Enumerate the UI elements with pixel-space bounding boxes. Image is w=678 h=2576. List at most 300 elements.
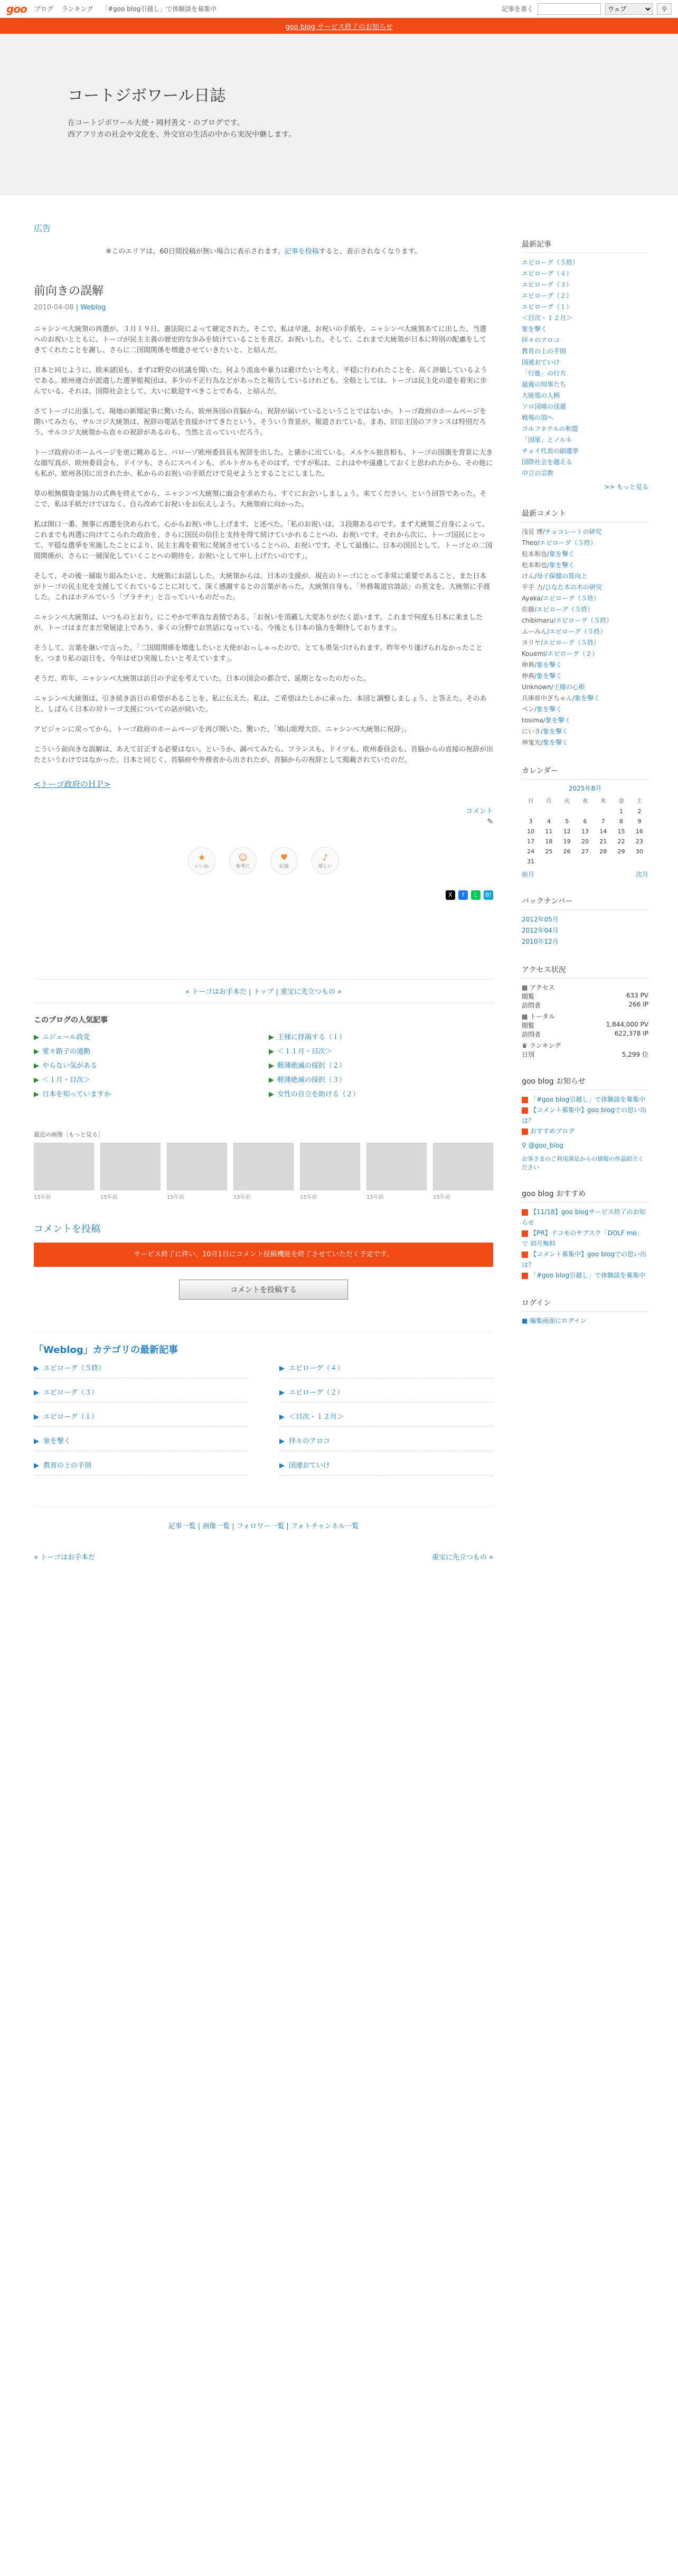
- recent-article-item[interactable]: エピローグ（２）: [522, 292, 573, 299]
- category-article-item[interactable]: [279, 1362, 493, 1378]
- access-value: 5,299 位: [622, 1051, 648, 1058]
- recent-article-item[interactable]: 中立の宗教: [522, 469, 554, 477]
- arrow-icon: ▶: [279, 1437, 285, 1445]
- comment-article[interactable]: エピローグ（５終）: [543, 595, 600, 602]
- recent-article-item[interactable]: エピローグ（５終）: [522, 259, 579, 266]
- calendar-day: 18: [545, 838, 553, 845]
- recent-article-item[interactable]: 拝々のアロコ: [522, 336, 560, 344]
- comment-article[interactable]: 象を撃く: [543, 728, 569, 735]
- comment-item[interactable]: Kouemi/エピローグ（２）: [522, 650, 598, 657]
- calendar-day: [576, 857, 594, 867]
- calendar-day: [540, 806, 558, 816]
- recent-article-item[interactable]: 最後の知事たち: [522, 381, 567, 388]
- recent-article-item[interactable]: ＜目次・１２月＞: [522, 314, 573, 322]
- category-article-label: 拝々のアロコ: [289, 1437, 331, 1445]
- recent-article-item[interactable]: 「国軍」とノルネ: [522, 436, 572, 444]
- comment-author: Theo: [522, 539, 538, 547]
- recent-article-item[interactable]: 国際社会を越える: [522, 458, 573, 466]
- notice-item-label: 【コメント募集中】goo blogでの思い出は？: [522, 1106, 647, 1124]
- calendar-day: 28: [599, 848, 607, 855]
- arrow-icon: ▶: [34, 1090, 39, 1098]
- footer-next-link[interactable]: 重宝に先立つもの »: [431, 1554, 493, 1562]
- popular-item[interactable]: [34, 1088, 258, 1098]
- calendar-weekday: 金: [618, 797, 625, 804]
- calendar: [522, 784, 648, 867]
- comment-article[interactable]: エピローグ（２）: [547, 650, 598, 657]
- smile-icon: ☺: [238, 852, 248, 862]
- comment-item[interactable]: Unknown/王様の心根: [522, 683, 585, 691]
- entry-paragraph: 日本と同じように、欧米諸国も、まずは野党の抗議を聞いた。何より流血や暴力は避けたいと考え、平穏に行われたことを、高く評価しているようである。欧州連合が派遣した選挙監視団は、多少の不正行為などがあったと報告しているけれども、全般としては、トーゴは民主化の道を着実に歩んでいる、それは、国際社会として、大いに歓迎すべきことである、と結んだ。: [34, 366, 487, 396]
- comment-author: Ayaka: [522, 595, 541, 602]
- calendar-day: 22: [617, 838, 625, 845]
- comment-author: ペン: [522, 706, 535, 713]
- comment-article[interactable]: 象を撃く: [549, 550, 575, 558]
- comment-item[interactable]: ヨリヤ/エピローグ（５終）: [522, 639, 600, 646]
- comment-item[interactable]: Ayaka/エピローグ（５終）: [522, 595, 600, 602]
- backnumber-title: バックナンバー: [522, 896, 648, 910]
- backnumber-item[interactable]: 2012年04月: [522, 927, 559, 934]
- comment-item[interactable]: Theo/エピローグ（５終）: [522, 539, 597, 547]
- comment-article[interactable]: 象を撃く: [536, 661, 562, 669]
- popular-title: このブログの人気記事: [34, 1016, 108, 1024]
- pen-icon[interactable]: ✎: [487, 817, 493, 826]
- search-area: [502, 3, 672, 15]
- global-links: [34, 4, 223, 13]
- ad-note-suffix: すると、表示されなくなります。: [318, 248, 421, 256]
- goo-blog-recommend-item[interactable]: [522, 1249, 648, 1270]
- recent-article-item[interactable]: チョイ代表の副選挙: [522, 447, 579, 455]
- comment-end-notice: サービス終了に伴い、10月1日にコメント投稿機能を終了させていただく予定です。: [34, 1243, 493, 1267]
- popular-item-label: ＜１１月・目次＞: [277, 1048, 333, 1056]
- chart-icon: ▩: [522, 1013, 528, 1020]
- reaction-label: いいね: [194, 864, 209, 869]
- access-box: [522, 964, 648, 1059]
- entry-paragraph: そして、その後一層取り組みたいと、大統領にお話しした。大統領からは、日本の支援が、現在のトーゴにとって非常に重要であること、また日本がトーゴの民主化を支援してくれていることに対して、深く感謝するとの言葉があった。大統領自身も、「外務報道官談話」の英文を、大統領に手渡した。これはホテルでいう「プラチナ」と言っていいものだった。: [34, 572, 491, 601]
- write-article-link[interactable]: 記事を書く: [501, 5, 533, 13]
- chart-icon: ▩: [522, 984, 528, 991]
- comment-item[interactable]: にいさ/象を撃く: [522, 728, 569, 735]
- calendar-day: 10: [527, 828, 535, 835]
- photo-thumbnail[interactable]: [34, 1143, 94, 1190]
- category-article-item[interactable]: [34, 1460, 248, 1475]
- photo-thumbnail[interactable]: [366, 1143, 427, 1190]
- photo-thumbnail[interactable]: [167, 1143, 227, 1190]
- arrow-icon: ▶: [34, 1076, 39, 1084]
- search-icon: ⚲: [662, 5, 667, 13]
- calendar-day: 23: [635, 838, 643, 845]
- comment-article[interactable]: エピローグ（５終）: [539, 539, 597, 547]
- reaction-button[interactable]: [312, 847, 339, 875]
- reaction-button[interactable]: [188, 847, 215, 875]
- category-article-item[interactable]: [279, 1411, 493, 1427]
- comment-item[interactable]: 伸典/象を撃く: [522, 661, 562, 669]
- notice-icon: [522, 1129, 528, 1135]
- photo-thumbnail[interactable]: [300, 1143, 360, 1190]
- popular-item-label: ニジェール政変: [42, 1033, 90, 1041]
- calendar-day: 24: [527, 848, 535, 855]
- arrow-icon: ▶: [279, 1389, 285, 1397]
- category-article-item[interactable]: [34, 1435, 248, 1451]
- backnumber-item[interactable]: 2012年05月: [522, 916, 559, 923]
- goo-blog-notice-title: goo blog お知らせ: [522, 1076, 648, 1090]
- calendar-day: 27: [581, 848, 589, 855]
- comment-item[interactable]: けん/母子保健の質向上: [522, 572, 588, 580]
- ranking-label-text: ランキング: [529, 1042, 561, 1049]
- recent-photos: [34, 1130, 493, 1200]
- popular-item[interactable]: [269, 1046, 493, 1056]
- reaction-button[interactable]: [270, 847, 298, 875]
- entry-body: [34, 324, 493, 789]
- calendar-day: 15: [617, 828, 625, 835]
- access-value: 622,378 IP: [614, 1030, 648, 1037]
- togo-gov-hp-link[interactable]: <トーゴ政府のＨＰ>: [34, 779, 111, 789]
- comment-item[interactable]: 浅見 博/チョコレートの研究: [522, 528, 602, 535]
- goo-blog-recommend-box: [522, 1188, 648, 1281]
- comment-author: 伸典: [522, 661, 535, 669]
- line-share-icon[interactable]: L: [471, 890, 481, 900]
- lock-icon: ■: [522, 1317, 528, 1324]
- blog-header: [0, 34, 678, 195]
- goo-blog-notice-item[interactable]: [522, 1105, 648, 1126]
- comment-post-title: コメントを投稿: [34, 1224, 100, 1235]
- comment-item[interactable]: tosima/象を撃く: [522, 717, 571, 724]
- recent-articles-box: [522, 239, 648, 491]
- photo-date: 15年前: [100, 1195, 118, 1200]
- main-column: [34, 222, 493, 1562]
- comment-author: 平手 力: [522, 584, 543, 591]
- popular-item[interactable]: [269, 1060, 493, 1070]
- comment-item[interactable]: chibimaru/エピローグ（５終）: [522, 617, 613, 624]
- recent-article-item[interactable]: 国連おていけ: [522, 359, 560, 366]
- ad-label: 広告: [34, 223, 51, 233]
- access-row: [522, 1021, 648, 1030]
- category-article-item[interactable]: [279, 1460, 493, 1475]
- calendar-day: 29: [617, 848, 625, 855]
- arrow-icon: ▶: [279, 1413, 285, 1421]
- comment-article[interactable]: 母子保健の質向上: [536, 572, 588, 580]
- category-article-item[interactable]: [279, 1435, 493, 1451]
- access-key: 訪問者: [522, 1031, 541, 1038]
- arrow-icon: ▶: [34, 1437, 39, 1445]
- prev-entry-link[interactable]: « トーゴはお手本だ: [185, 988, 247, 996]
- recommend-item-label: 【コメント募集中】goo blogでの思い出は？: [522, 1251, 647, 1268]
- recommend-item-label: 「#goo blog引越し」で体験談を募集中: [530, 1272, 646, 1279]
- list-links[interactable]: 記事一覧 | 画像一覧 | フォロワー一覧 | フォトチャンネル一覧: [34, 1507, 493, 1530]
- calendar-box: [522, 765, 648, 879]
- facebook-share-icon[interactable]: f: [458, 890, 468, 900]
- comment-author: 伸典: [522, 672, 535, 680]
- access-row: [522, 992, 648, 1001]
- notice-icon: [522, 1107, 528, 1114]
- calendar-day: 17: [527, 838, 535, 845]
- category-article-item[interactable]: [34, 1362, 248, 1378]
- service-end-link[interactable]: goo blog サービス終了のお知らせ: [285, 23, 393, 31]
- comment-article[interactable]: 象を撃く: [575, 694, 600, 702]
- arrow-icon: ▶: [34, 1413, 39, 1421]
- category-article-item[interactable]: [279, 1387, 493, 1403]
- goo-blog-recommend-title: goo blog おすすめ: [522, 1188, 648, 1202]
- calendar-day: 11: [545, 828, 553, 835]
- search-input[interactable]: [538, 3, 601, 15]
- calendar-weekday: 水: [582, 797, 588, 804]
- photo-thumbnail[interactable]: [100, 1143, 161, 1190]
- popular-item[interactable]: [34, 1074, 258, 1084]
- notice-icon: [522, 1252, 528, 1258]
- photo-date: 15年前: [233, 1195, 251, 1200]
- notice-icon: [522, 1273, 528, 1279]
- calendar-day: 14: [599, 828, 607, 835]
- photo-date: 15年前: [433, 1195, 450, 1200]
- comment-article[interactable]: 象を撃く: [549, 561, 575, 569]
- recent-article-item[interactable]: エピローグ（４）: [522, 270, 573, 277]
- arrow-icon: ▶: [269, 1048, 274, 1056]
- comment-item[interactable]: 松本和也/象を撃く: [522, 561, 575, 569]
- login-link[interactable]: [522, 1316, 648, 1325]
- sidebar: [522, 239, 648, 1342]
- access-key: 訪問者: [522, 1002, 541, 1009]
- popular-item-label: 女性の自立を助ける（２）: [277, 1090, 360, 1098]
- popular-item[interactable]: [34, 1060, 258, 1070]
- goo-blog-recommend-item[interactable]: [522, 1228, 648, 1249]
- category-article-label: ＜目次・１２月＞: [289, 1413, 344, 1421]
- comment-item[interactable]: 松本和也/象を撃く: [522, 550, 575, 558]
- entry-paragraph: ニャシンベ大統領の再選が、３月１９日、憲法院によって確定された。そこで、私は早速、お祝いの手紙を、ニャシンベ大統領あてに出した。当選へのお祝いとともに、トーゴが民主主義の歴史的な歩みを続けていることを喜び、お祝いした。そして、これまで大統領が日本に特別の配慮をしてきてくれたことを謝し、さらに二国間関係を増進させていきたいと、と結んだ。: [34, 325, 487, 354]
- recent-article-item[interactable]: 「行進」の行方: [522, 370, 567, 377]
- comment-article[interactable]: 象を撃く: [536, 706, 562, 713]
- calendar-prev-link[interactable]: 前月: [522, 871, 535, 878]
- total-label-text: トータル: [530, 1013, 555, 1020]
- calendar-day: 3: [529, 818, 533, 825]
- photo-date: 15年前: [366, 1195, 384, 1200]
- comment-author: 佐藤: [522, 606, 535, 613]
- goo-blog-recommend-item[interactable]: [522, 1270, 648, 1281]
- post-article-link[interactable]: 記事を投稿: [284, 248, 319, 256]
- calendar-day: 4: [547, 818, 551, 825]
- calendar-day: 26: [563, 848, 571, 855]
- comment-link[interactable]: コメント: [465, 807, 493, 815]
- recent-article-item[interactable]: 象を撃く: [522, 325, 548, 333]
- recent-photos-label[interactable]: 最近の画像［もっと見る］: [34, 1131, 103, 1138]
- calendar-day: 30: [635, 848, 643, 855]
- access-today-label: [522, 983, 648, 992]
- access-row: [522, 1001, 648, 1010]
- category-article-label: 教育の上の手則: [43, 1462, 92, 1470]
- comment-article[interactable]: ひなた木の木の研究: [544, 584, 602, 591]
- arrow-icon: ▶: [34, 1365, 39, 1372]
- recent-article-item[interactable]: 教育の上の手則: [522, 347, 567, 355]
- access-row: [522, 1050, 648, 1059]
- calendar-day: [558, 806, 576, 816]
- comment-author: 浅見 博: [522, 528, 543, 535]
- recent-article-item[interactable]: ソロ国境の送還: [522, 403, 567, 410]
- comment-article[interactable]: 象を撃く: [543, 739, 569, 746]
- ranking-link[interactable]: ランキング: [61, 5, 93, 13]
- comment-author: けん: [522, 572, 535, 580]
- goo-blog-handle[interactable]: [522, 1142, 648, 1149]
- comment-item[interactable]: ふーみん/エピローグ（５終）: [522, 628, 607, 635]
- photo-date: 15年前: [167, 1195, 184, 1200]
- comment-article[interactable]: エピローグ（５終）: [555, 617, 613, 624]
- comment-author: chibimaru: [522, 617, 554, 624]
- popular-item[interactable]: [269, 1031, 493, 1041]
- crown-icon: ♛: [522, 1042, 528, 1049]
- access-value: 266 IP: [628, 1001, 648, 1008]
- comment-article[interactable]: エピローグ（５終）: [536, 606, 594, 613]
- heart-icon: ♥: [280, 852, 288, 862]
- notice-item-label: 「#goo blog引越し」で体験談を募集中: [530, 1096, 646, 1103]
- hatena-share-icon[interactable]: B!: [484, 890, 493, 900]
- arrow-icon: ▶: [34, 1048, 39, 1056]
- entry-paragraph: 私は開口一番、無事に再選を決められて、心からお祝い申し上げます、と述べた。「私のお祝いは、３段階あるのです。まず大統領ご自身によって、これまでも再選に向けてこられた政治を、さらに国民の信任と支持を得て続けていかれることへの、お祝いです。それから次に、トーゴ国民にとって、平穏な選挙を実施したことにより、民主主義を着実に発展させていることへの、お祝いです。そして最後に、日本の国民として、トーゴとの二国間関係が、さらに一層深化していくことへの期待を、お祝いとして申し上げたいのです」。: [34, 521, 493, 560]
- entry-paragraph: アビジャンに戻ってから、トーゴ政府のホームページを再び開いた。驚いた。「鳩山総理大臣、ニャシンベ大統領に祝辞」。: [34, 726, 411, 734]
- move-campaign-link[interactable]: 「#goo blog引越し」で体験談を募集中: [101, 5, 217, 13]
- goo-blog-note[interactable]: お客さまのご利用満足からの情報の作品紹介ください: [522, 1155, 644, 1171]
- comment-author: Kouemi: [522, 650, 545, 657]
- goo-blog-notice-item[interactable]: [522, 1094, 648, 1105]
- comment-item[interactable]: 兵庫県中ぎちゃん/象を撃く: [522, 694, 600, 702]
- category-recent-title: 「Weblog」カテゴリの最新記事: [34, 1345, 178, 1356]
- photo-thumbnail[interactable]: [233, 1143, 294, 1190]
- login-title: ログイン: [522, 1298, 648, 1312]
- calendar-day: 19: [563, 838, 571, 845]
- arrow-icon: ▶: [269, 1090, 274, 1098]
- recommend-item-label: 【PR】ドコモのサブスク「DOLF mo」で 初月無料: [522, 1229, 643, 1247]
- access-key: 閲覧: [522, 993, 535, 1000]
- comment-author: ヨリヤ: [522, 639, 541, 646]
- category-recent-articles: [34, 1331, 493, 1475]
- comment-article[interactable]: 王様の心根: [553, 683, 585, 691]
- photo-date: 15年前: [300, 1195, 317, 1200]
- calendar-title: カレンダー: [522, 765, 648, 779]
- blog-title[interactable]: コートジボワール日誌: [68, 87, 226, 105]
- popular-item-label: 軽薄絶滅の採択（３）: [277, 1076, 346, 1084]
- backnumber-item[interactable]: 2010年12月: [522, 938, 559, 945]
- calendar-day: 7: [601, 818, 605, 825]
- comment-article[interactable]: エピローグ（５終）: [542, 639, 600, 646]
- reaction-label: 応援: [279, 864, 289, 869]
- arrow-icon: ▶: [34, 1389, 39, 1397]
- popular-item[interactable]: [34, 1031, 258, 1041]
- calendar-day: 1: [619, 808, 624, 815]
- arrow-icon: ▶: [269, 1033, 274, 1041]
- top-link[interactable]: トップ: [253, 988, 274, 996]
- comment-article[interactable]: エピローグ（５終）: [549, 628, 607, 635]
- goo-blog-recommend-item[interactable]: [522, 1207, 648, 1228]
- recent-article-item[interactable]: エピローグ（３）: [522, 281, 573, 288]
- arrow-icon: ▶: [269, 1076, 274, 1084]
- reaction-label: 楽しい: [318, 864, 333, 869]
- popular-item-label: 軽薄絶滅の採択（２）: [277, 1062, 346, 1070]
- star-icon: ★: [197, 852, 206, 862]
- recent-article-item[interactable]: ゴルフネテルの和盟: [522, 425, 578, 433]
- comment-article[interactable]: 象を撃く: [545, 717, 571, 724]
- photo-thumbnail[interactable]: [433, 1143, 493, 1190]
- category-article-item[interactable]: [34, 1411, 248, 1427]
- arrow-icon: ▶: [34, 1462, 39, 1470]
- comment-author: 兵庫県中ぎちゃん: [522, 694, 573, 702]
- access-key: 日別: [522, 1051, 535, 1058]
- recent-article-item[interactable]: エピローグ（１）: [522, 303, 573, 311]
- popular-item[interactable]: [269, 1074, 493, 1084]
- calendar-day: [540, 857, 558, 867]
- calendar-day: [558, 857, 576, 867]
- note-icon: ♪: [322, 852, 328, 862]
- category-article-label: エピローグ（１）: [43, 1413, 99, 1421]
- recommend-item-label: 【11/18】goo blogサービス終了のお知らせ: [522, 1208, 646, 1226]
- search-button[interactable]: [657, 3, 672, 15]
- goo-logo[interactable]: goo: [6, 2, 27, 15]
- calendar-day: 21: [599, 838, 607, 845]
- comment-author: tosima: [522, 717, 543, 724]
- popular-item[interactable]: [34, 1046, 258, 1056]
- blog-description-2: 西アフリカの社会や文化を、外交官の生活の中から実況中継します。: [68, 130, 296, 139]
- access-label-text: アクセス: [530, 984, 555, 991]
- comment-item[interactable]: 神鬼光/象を撃く: [522, 739, 569, 746]
- calendar-weekday: 火: [564, 797, 570, 804]
- entry-title[interactable]: 前向きの誤解: [34, 285, 104, 298]
- entry-category[interactable]: Weblog: [80, 304, 106, 312]
- service-end-banner: [0, 18, 678, 34]
- calendar-day: 9: [637, 818, 642, 825]
- ad-note: [34, 246, 493, 256]
- footer-prev-link[interactable]: « トーゴはお手本だ: [34, 1554, 96, 1562]
- arrow-icon: ▶: [34, 1033, 39, 1041]
- category-article-item[interactable]: [34, 1387, 248, 1403]
- x-share-icon[interactable]: X: [446, 890, 455, 900]
- ad-note-prefix: ※このエリアは、60日間投稿が無い場合に表示されます。: [106, 248, 285, 256]
- search-scope-select[interactable]: [605, 3, 653, 15]
- category-article-label: エピローグ（３）: [43, 1389, 99, 1397]
- calendar-day: [612, 857, 630, 867]
- reaction-button[interactable]: [229, 847, 257, 875]
- entry-paragraph: ニャシンベ大統領は、引き続き訪日の希望があることを、私に伝えた。私は、ご希望はたしかに承った、本国と調整しましょう、と答えた。そのあと、しばらく日本の対トーゴ支援についての話が続いた。: [34, 695, 487, 713]
- popular-item[interactable]: [269, 1088, 493, 1098]
- recent-more-link[interactable]: >> もっと見る: [604, 483, 648, 491]
- reaction-buttons: [34, 847, 493, 875]
- comment-article[interactable]: 象を撃く: [536, 672, 562, 680]
- blog-link[interactable]: ブログ: [34, 5, 53, 13]
- entry-paragraph: さてトーゴに出張して、現地の新聞記事に驚いたら、欧州各国の首脳から、祝辞が届いているということではないか。トーゴ政府のホームページを開いてみたら、サルコジ大統領は、祝辞の電話を直接かけてきたという。そういう背景が、報道されている。まあ、旧宗主国のフランスは特別だろう。サルコジ大統領から直々の祝辞があるのも、当然と言っていいだろう。: [34, 408, 487, 437]
- calendar-caption: 2025年8月: [568, 785, 602, 792]
- goo-blog-notice-item[interactable]: [522, 1126, 648, 1136]
- entry-date: 2010-04-08: [34, 304, 74, 312]
- arrow-icon: ▶: [279, 1462, 285, 1470]
- entry-pager: « トーゴはお手本だ | トップ | 重宝に先立つもの »: [34, 979, 493, 1003]
- comment-item[interactable]: ペン/象を撃く: [522, 706, 562, 713]
- comment-item[interactable]: 平手 力/ひなた木の木の研究: [522, 584, 602, 591]
- next-entry-link[interactable]: 重宝に先立つもの »: [280, 988, 342, 996]
- blog-description-1: 在コートジボワール大使・岡村善文・のブログです。: [68, 119, 244, 127]
- recent-article-item[interactable]: 大統領の人柄: [522, 392, 560, 399]
- calendar-day: 8: [619, 818, 624, 825]
- popular-item-label: 日本を知っていますか: [42, 1090, 111, 1098]
- calendar-day: 25: [545, 848, 553, 855]
- total-label: [522, 1012, 648, 1021]
- entry-paragraph: そうして、言葉を継いで言った。「二国間関係を増進したいと大使がおっしゃったので、とても勇気づけられます。昨年やり遂げられなかったことを、つまり私の訪日を、今年はぜひ実現したいと考えています」。: [34, 644, 483, 663]
- calendar-next-link[interactable]: 次月: [635, 871, 648, 878]
- calendar-day: 16: [635, 828, 643, 835]
- calendar-day: 2: [637, 808, 642, 815]
- calendar-day: [576, 806, 594, 816]
- comment-item[interactable]: 伸典/象を撃く: [522, 672, 562, 680]
- comment-item[interactable]: 佐藤/エピローグ（５終）: [522, 606, 594, 613]
- post-comment-button[interactable]: コメントを投稿する: [179, 1280, 348, 1300]
- comment-article[interactable]: チョコレートの研究: [544, 528, 602, 535]
- recent-article-item[interactable]: 戦場の頂へ: [522, 414, 554, 421]
- access-title: アクセス状況: [522, 964, 648, 979]
- comment-author: にいさ: [522, 728, 541, 735]
- category-article-label: 象を撃く: [43, 1437, 71, 1445]
